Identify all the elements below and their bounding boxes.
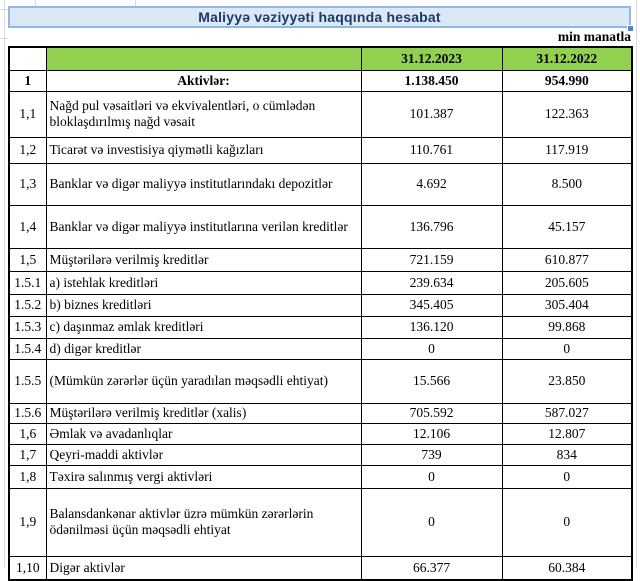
table-row bbox=[9, 271, 632, 294]
row-label-cell[interactable]: Müştərilərə verilmiş kreditlər bbox=[46, 248, 361, 271]
row-number-cell[interactable]: 1,3 bbox=[9, 163, 46, 205]
table-row bbox=[9, 465, 632, 488]
value-2022-cell[interactable]: 305.404 bbox=[502, 294, 632, 316]
row-number-cell[interactable]: 1,9 bbox=[9, 488, 46, 556]
value-2022-cell[interactable]: 0 bbox=[502, 488, 632, 556]
report-title: Maliyyə vəziyyəti haqqında hesabat bbox=[198, 9, 441, 25]
row-label-cell[interactable]: Müştərilərə verilmiş kreditlər (xalis) bbox=[46, 403, 361, 423]
row-label-cell[interactable]: Qeyri-maddi aktivlər bbox=[46, 444, 361, 465]
row-number-cell[interactable]: 1,2 bbox=[9, 137, 46, 163]
value-2023-cell[interactable]: 721.159 bbox=[361, 248, 502, 271]
header-label-cell[interactable] bbox=[46, 47, 361, 70]
row-number-cell[interactable]: 1.5.6 bbox=[9, 403, 46, 423]
value-2023-cell[interactable]: 239.634 bbox=[361, 271, 502, 294]
spreadsheet-gridline bbox=[0, 38, 8, 39]
row-label-cell[interactable]: Təxirə salınmış vergi aktivləri bbox=[46, 465, 361, 488]
row-label-cell[interactable]: c) daşınmaz əmlak kreditləri bbox=[46, 316, 361, 338]
row-label-cell[interactable]: Aktivlər: bbox=[46, 70, 361, 91]
value-2023-cell[interactable]: 12.106 bbox=[361, 423, 502, 444]
unit-note: min manatla bbox=[557, 29, 631, 44]
row-number-cell[interactable]: 1,5 bbox=[9, 248, 46, 271]
report-title-banner[interactable] bbox=[8, 6, 631, 28]
value-2023-cell[interactable]: 739 bbox=[361, 444, 502, 465]
table-row bbox=[9, 488, 632, 556]
row-number-cell[interactable]: 1.5.3 bbox=[9, 316, 46, 338]
row-label-cell[interactable]: Ticarət və investisiya qiymətli kağızları bbox=[46, 137, 361, 163]
row-number-cell[interactable]: 1 bbox=[9, 70, 46, 91]
row-label-cell[interactable]: Əmlak və avadanlıqlar bbox=[46, 423, 361, 444]
value-2023-cell[interactable]: 15.566 bbox=[361, 359, 502, 403]
header-date-2022-cell[interactable]: 31.12.2022 bbox=[502, 47, 632, 70]
value-2023-cell[interactable]: 66.377 bbox=[361, 556, 502, 580]
header-date-2023-cell[interactable]: 31.12.2023 bbox=[361, 47, 502, 70]
value-2023-cell[interactable]: 0 bbox=[361, 338, 502, 359]
value-2022-cell[interactable]: 205.605 bbox=[502, 271, 632, 294]
row-number-cell[interactable]: 1.5.1 bbox=[9, 271, 46, 294]
value-2022-cell[interactable]: 122.363 bbox=[502, 91, 632, 137]
value-2023-cell[interactable]: 101.387 bbox=[361, 91, 502, 137]
table-row bbox=[9, 338, 632, 359]
row-label-cell[interactable]: a) istehlak kreditləri bbox=[46, 271, 361, 294]
row-label-cell[interactable]: Digər aktivlər bbox=[46, 556, 361, 580]
value-2022-cell[interactable]: 587.027 bbox=[502, 403, 632, 423]
row-number-cell[interactable]: 1.5.2 bbox=[9, 294, 46, 316]
value-2023-cell[interactable]: 4.692 bbox=[361, 163, 502, 205]
table-header-row bbox=[9, 47, 632, 70]
row-number-cell[interactable]: 1.5.4 bbox=[9, 338, 46, 359]
table-row bbox=[9, 205, 632, 248]
value-2022-cell[interactable]: 12.807 bbox=[502, 423, 632, 444]
table-row bbox=[9, 316, 632, 338]
financial-position-table bbox=[8, 46, 633, 581]
table-row bbox=[9, 556, 632, 580]
table-row bbox=[9, 294, 632, 316]
row-label-cell[interactable]: Balansdankənar aktivlər üzrə mümkün zərərlərin ödənilməsi üçün məqsədli ehtiyat bbox=[46, 488, 361, 556]
table-row bbox=[9, 91, 632, 137]
value-2022-cell[interactable]: 0 bbox=[502, 465, 632, 488]
value-2022-cell[interactable]: 117.919 bbox=[502, 137, 632, 163]
row-label-cell[interactable]: (Mümkün zərərlər üçün yaradılan məqsədli ehtiyat) bbox=[46, 359, 361, 403]
table-row bbox=[9, 163, 632, 205]
table-row bbox=[9, 359, 632, 403]
value-2023-cell[interactable]: 705.592 bbox=[361, 403, 502, 423]
value-2023-cell[interactable]: 136.120 bbox=[361, 316, 502, 338]
row-number-cell[interactable]: 1.5.5 bbox=[9, 359, 46, 403]
value-2022-cell[interactable]: 834 bbox=[502, 444, 632, 465]
value-2022-cell[interactable]: 610.877 bbox=[502, 248, 632, 271]
value-2022-cell[interactable]: 60.384 bbox=[502, 556, 632, 580]
table-row bbox=[9, 403, 632, 423]
value-2022-cell[interactable]: 954.990 bbox=[502, 70, 632, 91]
row-number-cell[interactable]: 1,6 bbox=[9, 423, 46, 444]
value-2023-cell[interactable]: 345.405 bbox=[361, 294, 502, 316]
row-label-cell[interactable]: Banklar və digər maliyyə institutlarına verilən kreditlər bbox=[46, 205, 361, 248]
report-table-body bbox=[9, 70, 632, 580]
spreadsheet-gridline bbox=[636, 0, 637, 567]
table-row bbox=[9, 137, 632, 163]
header-empty-cell[interactable] bbox=[9, 47, 46, 70]
value-2023-cell[interactable]: 0 bbox=[361, 465, 502, 488]
table-row bbox=[9, 423, 632, 444]
value-2022-cell[interactable]: 99.868 bbox=[502, 316, 632, 338]
value-2022-cell[interactable]: 45.157 bbox=[502, 205, 632, 248]
row-number-cell[interactable]: 1,1 bbox=[9, 91, 46, 137]
row-number-cell[interactable]: 1,8 bbox=[9, 465, 46, 488]
table-row bbox=[9, 444, 632, 465]
row-label-cell[interactable]: d) digər kreditlər bbox=[46, 338, 361, 359]
table-row bbox=[9, 248, 632, 271]
value-2022-cell[interactable]: 0 bbox=[502, 338, 632, 359]
row-label-cell[interactable]: Nağd pul vəsaitləri və ekvivalentləri, o cümlədən bloklaşdırılmış nağd vəsait bbox=[46, 91, 361, 137]
row-number-cell[interactable]: 1,7 bbox=[9, 444, 46, 465]
value-2023-cell[interactable]: 136.796 bbox=[361, 205, 502, 248]
row-number-cell[interactable]: 1,10 bbox=[9, 556, 46, 580]
row-label-cell[interactable]: Banklar və digər maliyyə institutlarındakı depozitlər bbox=[46, 163, 361, 205]
row-number-cell[interactable]: 1,4 bbox=[9, 205, 46, 248]
spreadsheet-gridline bbox=[4, 0, 5, 567]
value-2022-cell[interactable]: 8.500 bbox=[502, 163, 632, 205]
table-row bbox=[9, 70, 632, 91]
table-header bbox=[9, 47, 632, 70]
value-2022-cell[interactable]: 23.850 bbox=[502, 359, 632, 403]
spreadsheet-gridline bbox=[0, 9, 8, 10]
row-label-cell[interactable]: b) biznes kreditləri bbox=[46, 294, 361, 316]
value-2023-cell[interactable]: 110.761 bbox=[361, 137, 502, 163]
value-2023-cell[interactable]: 1.138.450 bbox=[361, 70, 502, 91]
value-2023-cell[interactable]: 0 bbox=[361, 488, 502, 556]
